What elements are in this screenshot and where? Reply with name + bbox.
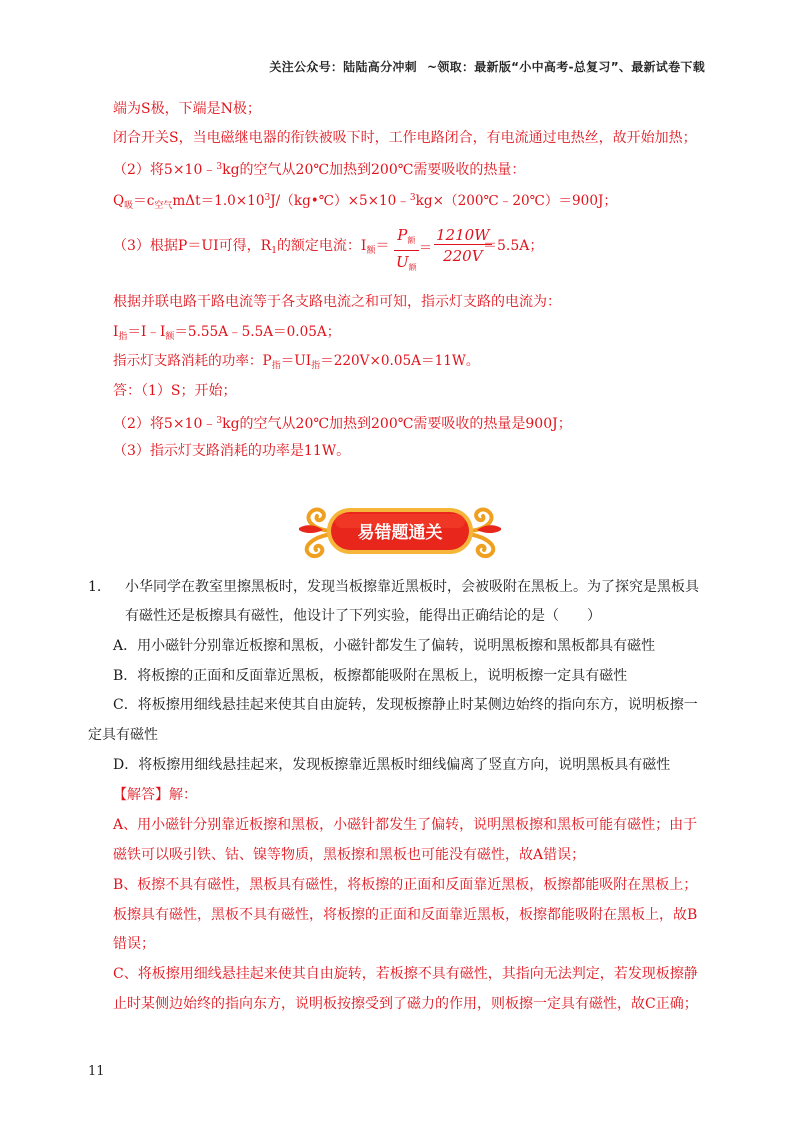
solution-line-10: （2）将5×10﹣$^3$kg的空气从20℃加热到200℃需要吸收的热量是900J； <box>113 416 572 432</box>
answer-a-line-1: A、用小磁针分别靠近板擦和黑板，小磁针都发生了偏转，说明黑板擦和黑板可能有磁性；由于 <box>113 817 698 833</box>
fraction-1-numerator: $P_额$ <box>394 226 419 251</box>
equals-sign: ＝ <box>419 241 433 256</box>
option-c-line-2: 定具有磁性 <box>88 727 158 743</box>
answer-b-line-1: B、板擦不具有磁性，黑板具有磁性，将板擦的正面和反面靠近黑板，板擦都能吸附在黑板上； <box>113 877 698 893</box>
solution-line-7: $I_指=I﹣I_额=5.55A﹣5.5A=0.05A$； <box>113 324 341 342</box>
solution-line-11: （3）指示灯支路消耗的功率是11W。 <box>113 443 351 459</box>
page-number: 11 <box>88 1064 105 1079</box>
solution-line-4: $Q_吸=c_{空气}m\Delta t=1.0\times 10^3J/(kg•℃)\times 5\times 10﹣^3kg\times(200℃﹣20℃)=900J$； <box>113 193 618 211</box>
formula-prefix: （3）根据P＝UI可得，$R_1$的额定电流：$I_额=$ <box>113 238 390 256</box>
question-number: 1. <box>88 579 102 595</box>
solution-line-8: 指示灯支路消耗的功率：$P_指=UI_指=220V\times 0.05A=11W$。 <box>113 353 480 371</box>
answer-header <box>113 785 197 805</box>
fraction-p-over-u <box>394 226 419 277</box>
question-stem-line-2: 有磁性还是板擦具有磁性，他设计了下列实验，能得出正确结论的是（ ） <box>125 608 601 624</box>
option-c-line-1: C．将板擦用细线悬挂起来使其自由旋转，发现板擦静止时某侧边始终的指向东方，说明板擦一 <box>113 697 698 713</box>
fraction-2-numerator: 1210W <box>436 226 490 244</box>
answer-b-line-3: 错误； <box>113 936 155 952</box>
badge-label: 易错题通关 <box>357 523 443 543</box>
question-stem-line-1: 小华同学在教室里擦黑板时，发现当板擦靠近黑板时，会被吸附在黑板上。为了探究是黑板具 <box>125 579 699 595</box>
header-right: ~领取：最新版“小中高考-总复习”、最新试卷下载 <box>426 60 705 74</box>
fraction-2-denominator: 220V <box>443 247 483 265</box>
solution-line-1: 端为S极，下端是N极； <box>113 101 261 117</box>
answer-b-line-2: 板擦具有磁性，黑板不具有磁性，将板擦的正面和反面靠近黑板，板擦都能吸附在黑板上，故B <box>113 907 698 923</box>
solution-line-6: 根据并联电路干路电流等于各支路电流之和可知，指示灯支路的电流为： <box>113 294 561 310</box>
formula-suffix: ＝5.5A； <box>483 238 544 254</box>
option-b: B．将板擦的正面和反面靠近黑板，板擦都能吸附在黑板上，说明板擦一定具有磁性 <box>113 668 628 684</box>
answer-tag-after: 解： <box>169 787 197 803</box>
answer-c-line-1: C、将板擦用细线悬挂起来使其自由旋转，若板擦不具有磁性，其指向无法判定，若发现板擦静 <box>113 966 698 982</box>
answer-c-line-2: 止时某侧边始终的指向东方，说明板按擦受到了磁力的作用，则板擦一定具有磁性，故C正确； <box>113 996 698 1012</box>
page-header <box>269 58 705 75</box>
answer-tag: 【解答】 <box>113 787 169 803</box>
solution-line-3: （2）将5×10﹣$^3$kg的空气从20℃加热到200℃需要吸收的热量： <box>113 162 526 178</box>
solution-line-2: 闭合开关S，当电磁继电器的衔铁被吸下时，工作电路闭合，有电流通过电热丝，故开始加热； <box>113 130 697 146</box>
option-a: A．用小磁针分别靠近板擦和黑板，小磁针都发生了偏转，说明黑板擦和黑板都具有磁性 <box>113 638 656 654</box>
section-badge <box>293 498 507 564</box>
solution-line-9: 答：（1）S；开始； <box>113 383 237 399</box>
answer-a-line-2: 磁铁可以吸引铁、钴、镍等物质，黑板擦和黑板也可能没有磁性，故A错误； <box>113 847 586 863</box>
header-left: 关注公众号：陆陆高分冲刺 <box>269 60 417 74</box>
fraction-1-denominator: $U_额$ <box>396 253 417 272</box>
option-d: D．将板擦用细线悬挂起来，发现板擦靠近黑板时细线偏离了竖直方向，说明黑板具有磁性 <box>113 757 671 773</box>
